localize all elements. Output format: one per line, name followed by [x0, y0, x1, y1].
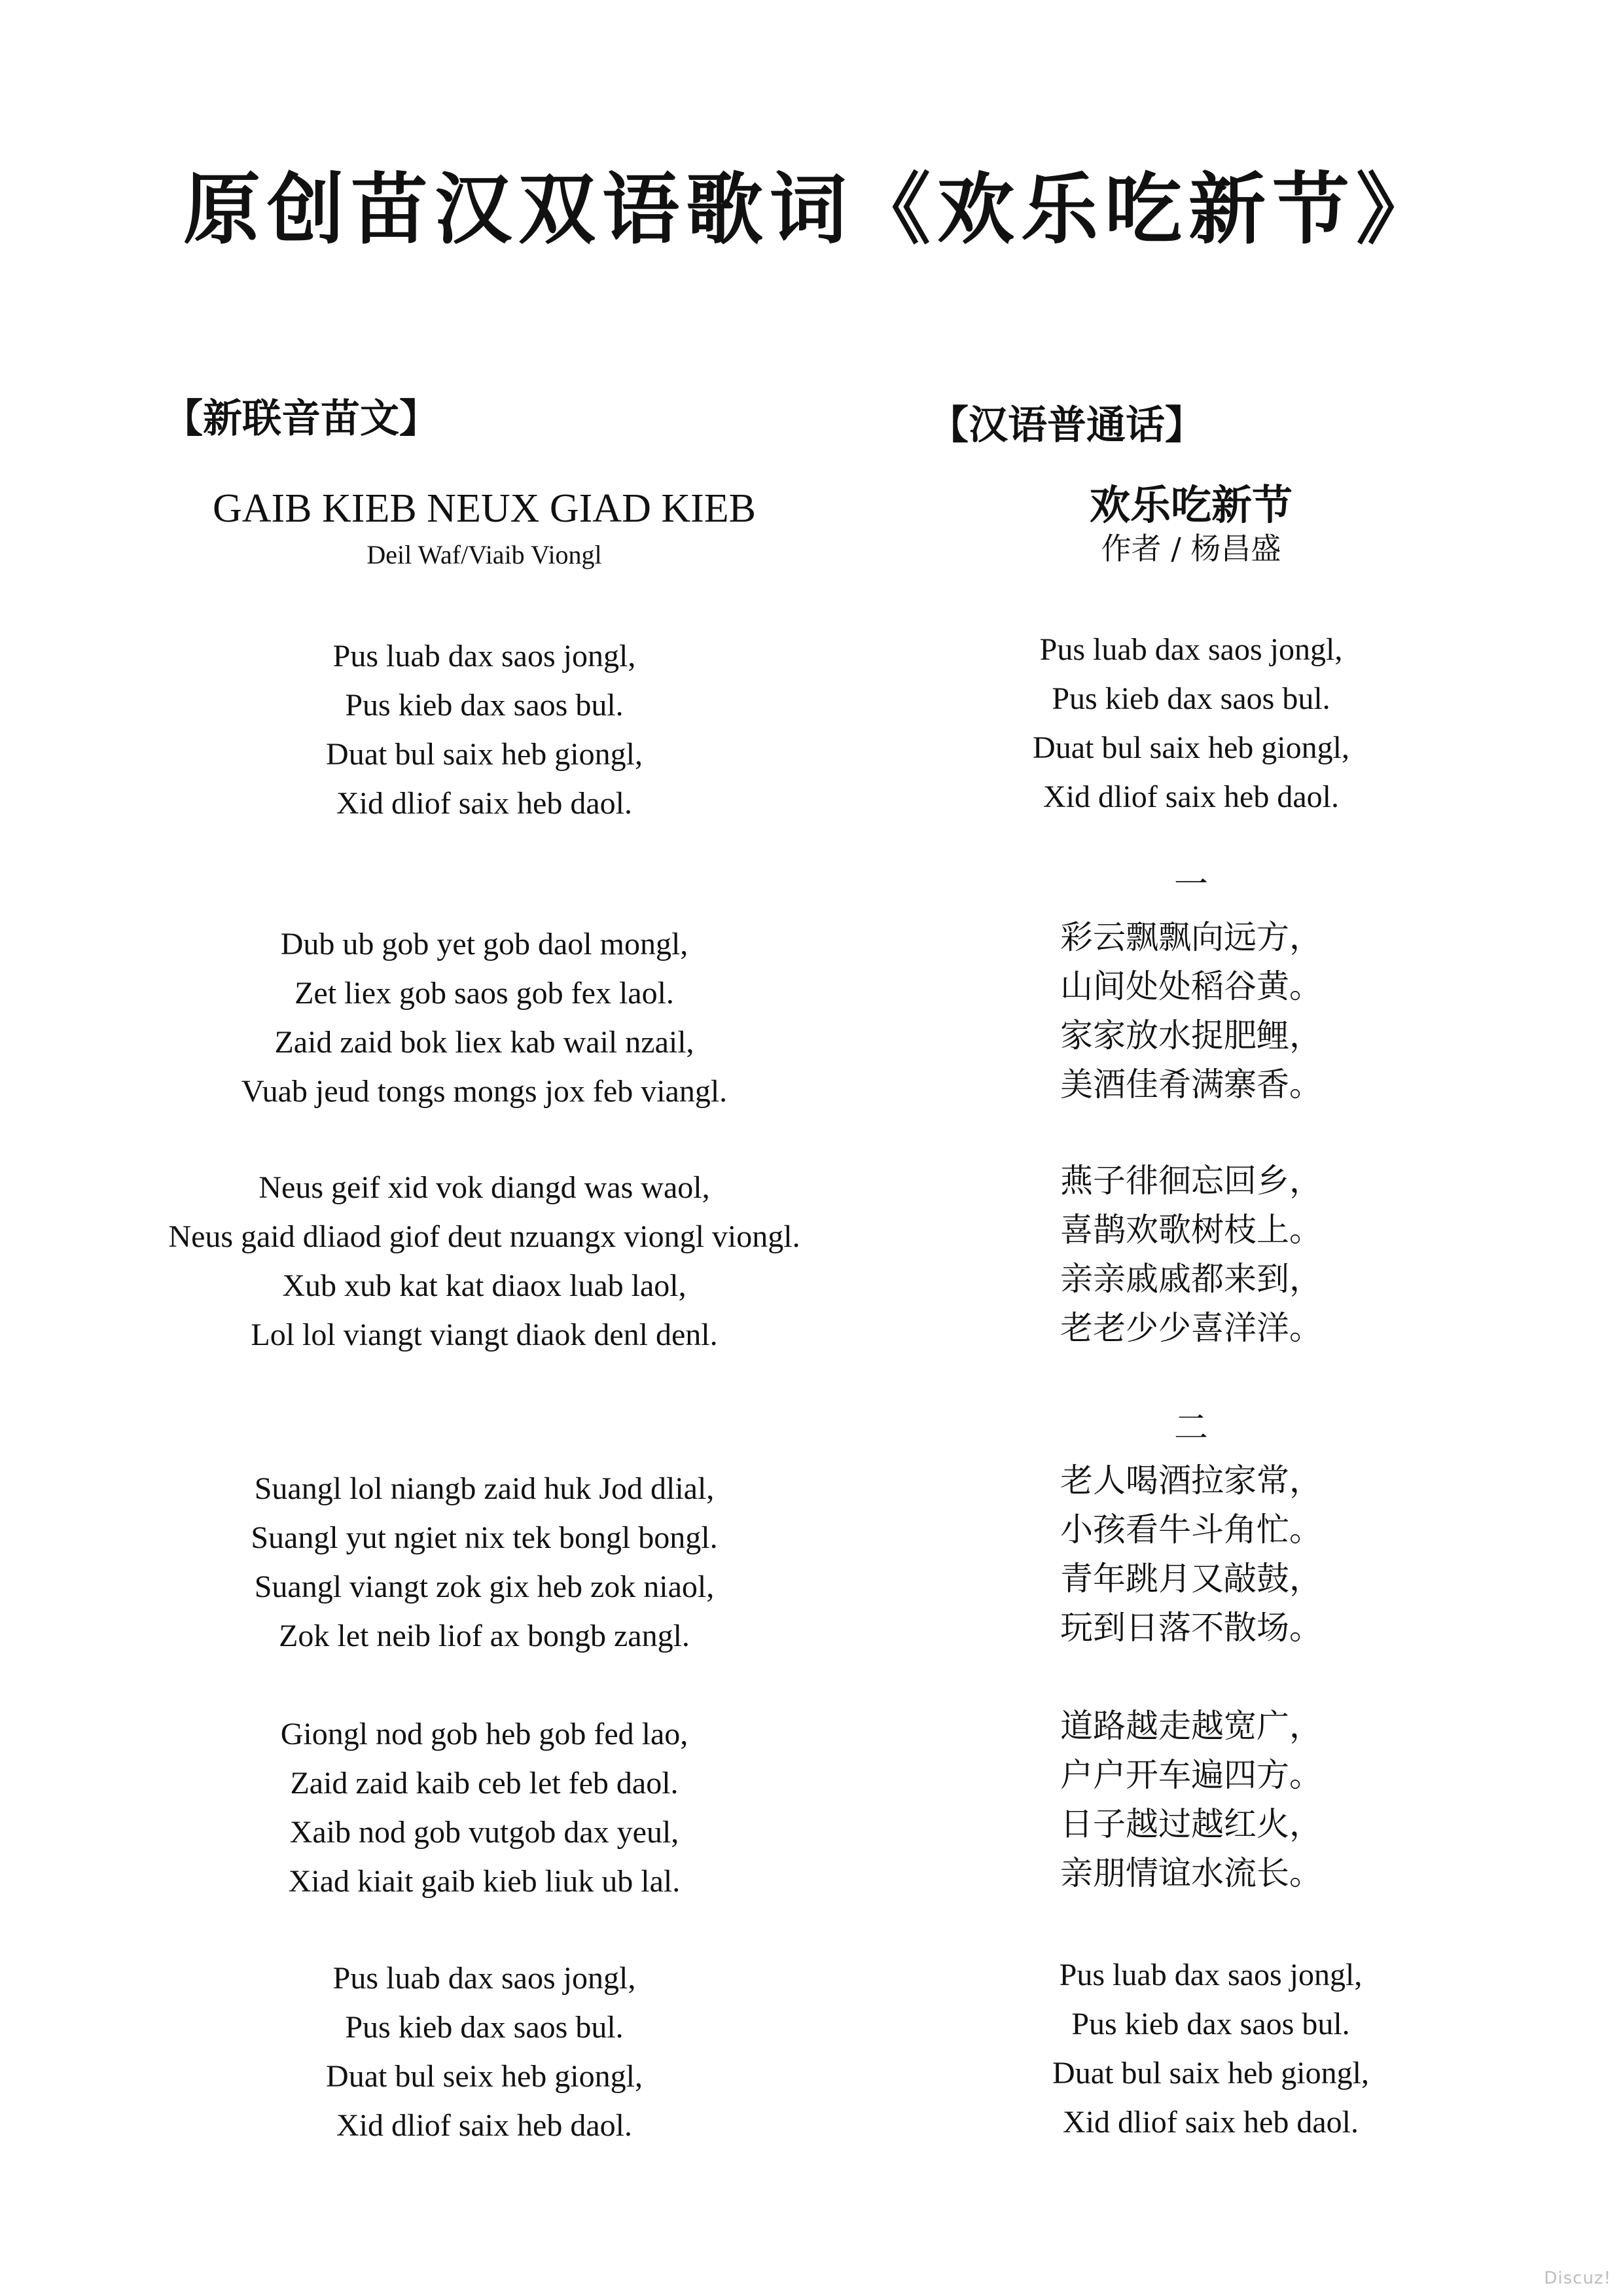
lyric-line: Duat bul saix heb giongl,	[1033, 730, 1349, 765]
miao-song-author: Deil Waf/Viaib Viongl	[366, 540, 602, 569]
lyric-line: Xid dliof saix heb daol.	[336, 786, 632, 821]
chinese-stanza-1	[949, 913, 1433, 1109]
lyric-line: Zok let neib liof ax bongb zangl.	[279, 1619, 690, 1653]
miao-stanza-3	[65, 1163, 903, 1359]
watermark: Discuz!	[1544, 2269, 1611, 2288]
lyric-line: Pus kieb dax saos bul.	[345, 688, 624, 723]
chorus-top	[949, 625, 1433, 821]
lyric-line: Pus luab dax saos jongl,	[1059, 1958, 1363, 1992]
lyric-line: Xid dliof saix heb daol.	[336, 2108, 632, 2143]
lyric-line: Pus kieb dax saos bul.	[345, 2010, 624, 2045]
lyric-line: Xid dliof saix heb daol.	[1043, 780, 1339, 814]
chinese-column-header: 【汉语普通话】	[929, 403, 1204, 448]
chinese-stanza-4	[949, 1702, 1433, 1898]
miao-stanza-6	[65, 1954, 903, 2150]
lyric-line: 亲亲戚戚都来到，	[1060, 1260, 1322, 1298]
miao-stanza-1	[65, 632, 903, 828]
chinese-stanza-2	[949, 1157, 1433, 1353]
lyric-line: Zaid zaid kaib ceb let feb daol.	[290, 1766, 679, 1801]
chinese-song-author: 作者 / 杨昌盛	[1101, 531, 1281, 566]
lyric-line: Suangl yut ngiet nix tek bongl bongl.	[251, 1520, 718, 1555]
lyric-line: Neus gaid dliaod giof deut nzuangx viongl viongl.	[168, 1219, 800, 1254]
miao-song-title: GAIB KIEB NEUX GIAD KIEB	[212, 486, 756, 531]
lyric-line: Pus kieb dax saos bul.	[1052, 681, 1330, 716]
lyric-line: Dub ub gob yet gob daol mongl,	[280, 927, 688, 961]
lyric-line: 美酒佳肴满寨香。	[1060, 1066, 1322, 1103]
lyric-line: 青年跳月又敲鼓，	[1060, 1560, 1322, 1598]
lyric-line: Zaid zaid bok liex kab wail nzail,	[274, 1025, 694, 1060]
lyric-line: 日子越过越红火，	[1060, 1805, 1322, 1843]
lyric-line: Xub xub kat kat diaox luab laol,	[282, 1268, 687, 1303]
lyric-line: Pus kieb dax saos bul.	[1071, 2007, 1350, 2041]
section-two-mark: 二	[1173, 1408, 1208, 1448]
page-title: 原创苗汉双语歌词《欢乐吃新节》	[183, 164, 1440, 255]
miao-stanza-2	[65, 920, 903, 1116]
lyric-line: 燕子徘徊忘回乡，	[1060, 1162, 1322, 1200]
lyric-line: 山间处处稻谷黄。	[1060, 967, 1322, 1005]
miao-stanza-5	[65, 1710, 903, 1906]
chinese-song-title: 欢乐吃新节	[1089, 481, 1293, 529]
lyric-line: Xid dliof saix heb daol.	[1063, 2105, 1359, 2140]
lyric-line: Suangl lol niangb zaid huk Jod dlial,	[254, 1471, 715, 1506]
lyric-line: Duat bul saix heb giongl,	[1052, 2056, 1369, 2090]
lyric-line: Vuab jeud tongs mongs jox feb viangl.	[241, 1074, 728, 1109]
lyric-line: Duat bul saix heb giongl,	[326, 737, 643, 772]
miao-stanza-4	[65, 1464, 903, 1660]
lyric-line: Xiad kiait gaib kieb liuk ub lal.	[288, 1864, 681, 1899]
lyric-line: 亲朋情谊水流长。	[1060, 1854, 1322, 1892]
lyric-line: 家家放水捉肥鲤，	[1060, 1016, 1322, 1054]
chinese-stanza-3	[949, 1456, 1433, 1653]
lyric-line: Pus luab dax saos jongl,	[1039, 632, 1343, 667]
miao-column-header: 【新联音苗文】	[164, 396, 438, 442]
lyric-line: 老老少少喜洋洋。	[1060, 1309, 1322, 1347]
lyric-line: 小孩看牛斗角忙。	[1060, 1511, 1322, 1549]
chorus-bottom	[969, 1950, 1453, 2147]
lyric-line: Duat bul seix heb giongl,	[326, 2059, 643, 2094]
section-one-mark: 一	[1173, 865, 1208, 905]
lyric-line: Lol lol viangt viangt diaok denl denl.	[251, 1318, 718, 1352]
lyric-line: 玩到日落不散场。	[1060, 1609, 1322, 1647]
lyric-line: 老人喝酒拉家常，	[1060, 1462, 1322, 1499]
lyric-line: Zet liex gob saos gob fex laol.	[294, 976, 674, 1011]
lyric-line: 彩云飘飘向远方，	[1060, 918, 1322, 956]
lyric-line: Neus geif xid vok diangd was waol,	[259, 1170, 710, 1205]
lyric-line: Giongl nod gob heb gob fed lao,	[280, 1717, 688, 1751]
lyric-line: Suangl viangt zok gix heb zok niaol,	[254, 1570, 715, 1604]
lyric-line: 户户开车遍四方。	[1060, 1756, 1322, 1794]
lyric-line: Xaib nod gob vutgob dax yeul,	[289, 1815, 679, 1850]
lyric-line: Pus luab dax saos jongl,	[332, 1961, 636, 1996]
lyric-line: Pus luab dax saos jongl,	[332, 639, 636, 673]
lyric-line: 道路越走越宽广，	[1060, 1707, 1322, 1745]
lyric-line: 喜鹊欢歌树枝上。	[1060, 1211, 1322, 1249]
